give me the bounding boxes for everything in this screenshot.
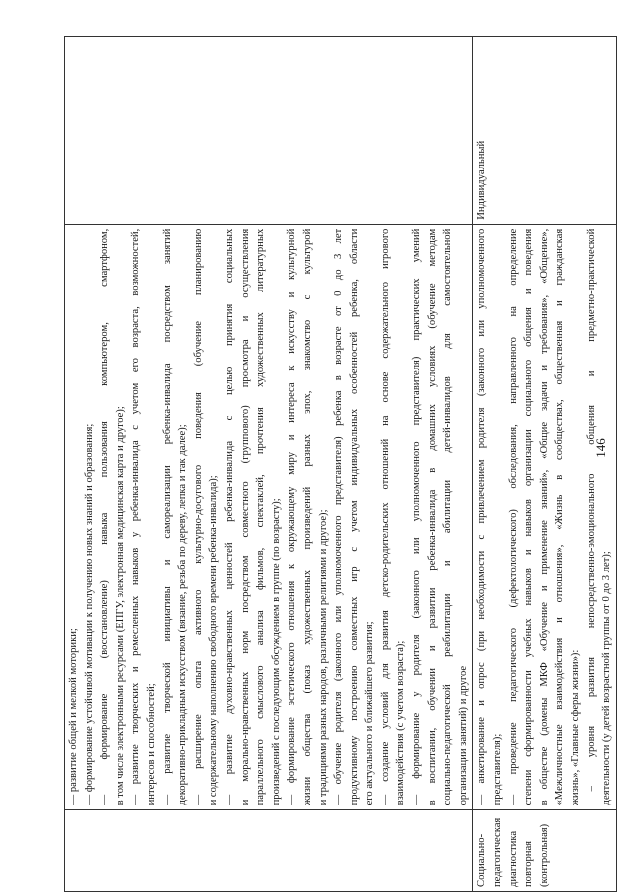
text-line: — формирование эстетического отношения к окружающему миру и интереса к искусству и культурной <box>286 228 298 806</box>
text-line: – уровня развития непосредственно-эмоционального общения и предметно-практической <box>585 228 597 792</box>
text-line: — анкетирование и опрос (при необходимости с привлечением родителя (законного или уполномоченного <box>476 228 488 806</box>
text-line: социально-педагогической реабилитации и абилитации детей-инвалидов для самостоятельной <box>442 228 454 806</box>
stage-label-line: повторная <box>523 840 535 887</box>
rehabilitation-table <box>64 36 617 892</box>
text-line: его актуального и ближайшего развития; <box>364 621 376 806</box>
text-line: в том числе электронными ресурсами (ЕПГУ, электронная медицинская карта и другое); <box>114 406 126 806</box>
form-cell <box>473 37 616 225</box>
text-line: и содержательному наполнению свободного времени ребенка-инвалида); <box>208 475 220 806</box>
text-line: степени сформированности учебных навыков и навыков организации социального общения и поведения <box>523 228 535 806</box>
text-line: и морально-нравственных норм посредством совместного (группового) просмотра и осуществления <box>239 228 251 806</box>
page-number: 146 <box>593 438 608 458</box>
table-row <box>65 37 473 892</box>
stage-label-line: Социально- <box>476 833 488 887</box>
stage-label-line: педагогическая <box>492 817 504 887</box>
text-line: — развитие общей и мелкой моторики; <box>68 628 79 806</box>
stage-label-line: (контрольная) <box>538 823 550 887</box>
text-line: жизнь», «Главные сферы жизни»): <box>570 649 581 806</box>
text-line: — формирование устойчивой мотивации к получению новых знаний и образования; <box>83 423 95 806</box>
stage-cell <box>473 810 616 892</box>
text-line: деятельности (у детей возрастной группы от 0 до 3 лет); <box>601 551 613 806</box>
text-line: представителя); <box>492 733 504 806</box>
measures-cell <box>473 224 616 810</box>
measures-cell <box>65 224 473 810</box>
text-line: организации занятий) и другое <box>457 665 469 806</box>
text-line: — формирование (восстановление) навыка пользования компьютером, смартфоном, <box>99 228 111 806</box>
text-line: интересов и способностей; <box>145 683 157 806</box>
form-cell <box>65 37 473 225</box>
text-line: параллельного смыслового анализа фильмов, спектаклей, прочтения художественных литературных <box>255 228 267 806</box>
text-line: — формирование у родителя (законного или уполномоченного представителя) практических умений <box>411 228 423 806</box>
text-line: декоративно-прикладным искусством (вязание, резьба по дереву, лепка и так далее); <box>177 424 189 806</box>
text-line: — развитие творческих и ремесленных навыков у ребенка-инвалида с учетом его возраста, возможностей, <box>130 228 142 806</box>
form-label: Индивидуальный <box>476 140 488 220</box>
text-line: — развитие духовно-нравственных ценностей ребенка-инвалида с целью принятия социальных <box>223 228 235 806</box>
text-line: в воспитании, обучении и развитии ребенка-инвалида в домашних условиях (обучение методам <box>426 228 438 806</box>
text-line: в обществе (домены МКФ «Обучение и применение знаний», «Общие задачи и требования», «Общение», <box>538 228 550 806</box>
text-line: — создание условий для развития детско-родительских отношений на основе содержательного игрового <box>379 228 391 806</box>
text-line: жизни общества (показ художественных произведений разных эпох, знакомство с культурой <box>301 228 313 806</box>
text-line: «Межличностные взаимодействия и отношения», «Жизнь в сообществах, общественная и гражданская <box>554 228 566 806</box>
text-line: продуктивному построению совместных игр с учетом индивидуальных особенностей ребенка, области <box>348 228 360 806</box>
table-row <box>473 37 616 892</box>
stage-cell <box>65 810 473 892</box>
text-line: произведений с последующим обсуждением в группе (по возрасту); <box>270 498 282 806</box>
text-line: — развитие творческой инициативы и самореализации ребенка-инвалида посредством занятий <box>161 228 173 806</box>
text-line: взаимодействия (с учетом возраста); <box>395 640 407 806</box>
text-line: и традициями разных народов, различными религиями и другое); <box>317 509 329 806</box>
stage-label-line: диагностика <box>507 830 519 887</box>
text-line: — расширение опыта активного культурно-досугового поведения (обучение планированию <box>192 228 204 806</box>
text-line: — проведение педагогического (дефектологического) обследования, направленного на определение <box>507 228 519 806</box>
text-line: — обучение родителя (законного или уполномоченного представителя) ребенка в возрасте от 0 до 3 лет <box>333 228 345 806</box>
